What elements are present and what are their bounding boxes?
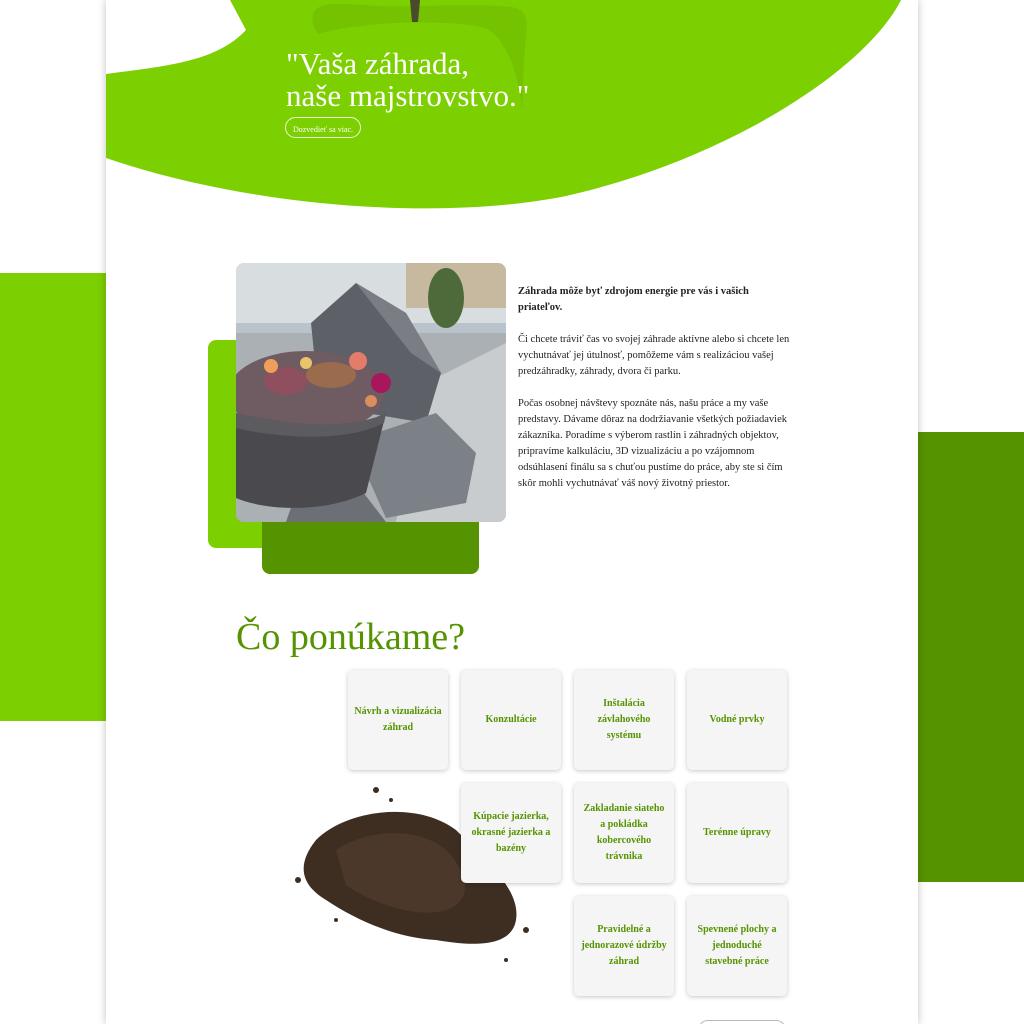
service-card-label: Návrh a vizualizácia záhrad bbox=[354, 706, 442, 733]
learn-more-button[interactable]: Dozvedieť sa viac. bbox=[285, 117, 361, 138]
service-card-label: Zakladanie siateho a pokládka kobercového trávnika bbox=[583, 803, 665, 862]
garden-photo bbox=[236, 263, 506, 522]
hero-quote-line2: naše majstrovstvo." bbox=[286, 78, 530, 113]
service-card-label: Pravidelné a jednorazové údržby záhrad bbox=[581, 924, 667, 967]
service-card-water-features[interactable] bbox=[687, 670, 787, 770]
hero-quote bbox=[286, 48, 529, 112]
services-heading: Čo ponúkame? bbox=[236, 616, 466, 658]
about-lead: Záhrada môže byť zdrojom energie pre vás i vašich priateľov. bbox=[518, 286, 749, 313]
service-card-lawn[interactable] bbox=[574, 783, 674, 883]
hero-quote-line1: "Vaša záhrada, bbox=[286, 46, 470, 81]
service-card-label: Konzultácie bbox=[485, 714, 537, 725]
service-card-terrain[interactable] bbox=[687, 783, 787, 883]
service-card-label: Kúpacie jazierka, okrasné jazierka a bazény bbox=[471, 811, 551, 854]
about-text bbox=[518, 284, 790, 508]
background-band-left bbox=[0, 273, 106, 721]
service-card-paving[interactable] bbox=[687, 896, 787, 996]
service-card-label: Vodné prvky bbox=[709, 714, 765, 725]
bottom-button[interactable] bbox=[698, 1020, 786, 1024]
service-card-label: Terénne úpravy bbox=[703, 827, 771, 838]
about-paragraph-2: Počas osobnej návštevy spoznáte nás, našu práce a my vaše predstavy. Dávame dôraz na dodržiavanie všetkých požiadaviek zákazníka. Poradíme s výberom rastlín i záhradných objektov, pripravíme kalkuláciu, 3D vizualizáciu a po vzájomnom odsúhlasení finálu sa s chuťou pustíme do práce, aby ste si čím skôr mohli vychutnávať váš nový životný priestor. bbox=[518, 398, 787, 489]
service-card-maintenance[interactable] bbox=[574, 896, 674, 996]
service-card-garden-design[interactable] bbox=[348, 670, 448, 770]
service-card-irrigation[interactable] bbox=[574, 670, 674, 770]
service-card-label: Inštalácia závlahového systému bbox=[597, 698, 651, 741]
service-card-consultations[interactable] bbox=[461, 670, 561, 770]
service-card-label: Spevnené plochy a jednoduché stavebné práce bbox=[697, 924, 777, 967]
background-band-right bbox=[918, 432, 1024, 882]
page bbox=[106, 0, 918, 1024]
service-card-ponds[interactable] bbox=[461, 783, 561, 883]
about-paragraph-1: Či chcete tráviť čas vo svojej záhrade aktívne alebo si chcete len vychutnávať jej útulnosť, pomôžeme vám s realizáciou vašej predzáhradky, záhrady, dvora či parku. bbox=[518, 334, 790, 377]
